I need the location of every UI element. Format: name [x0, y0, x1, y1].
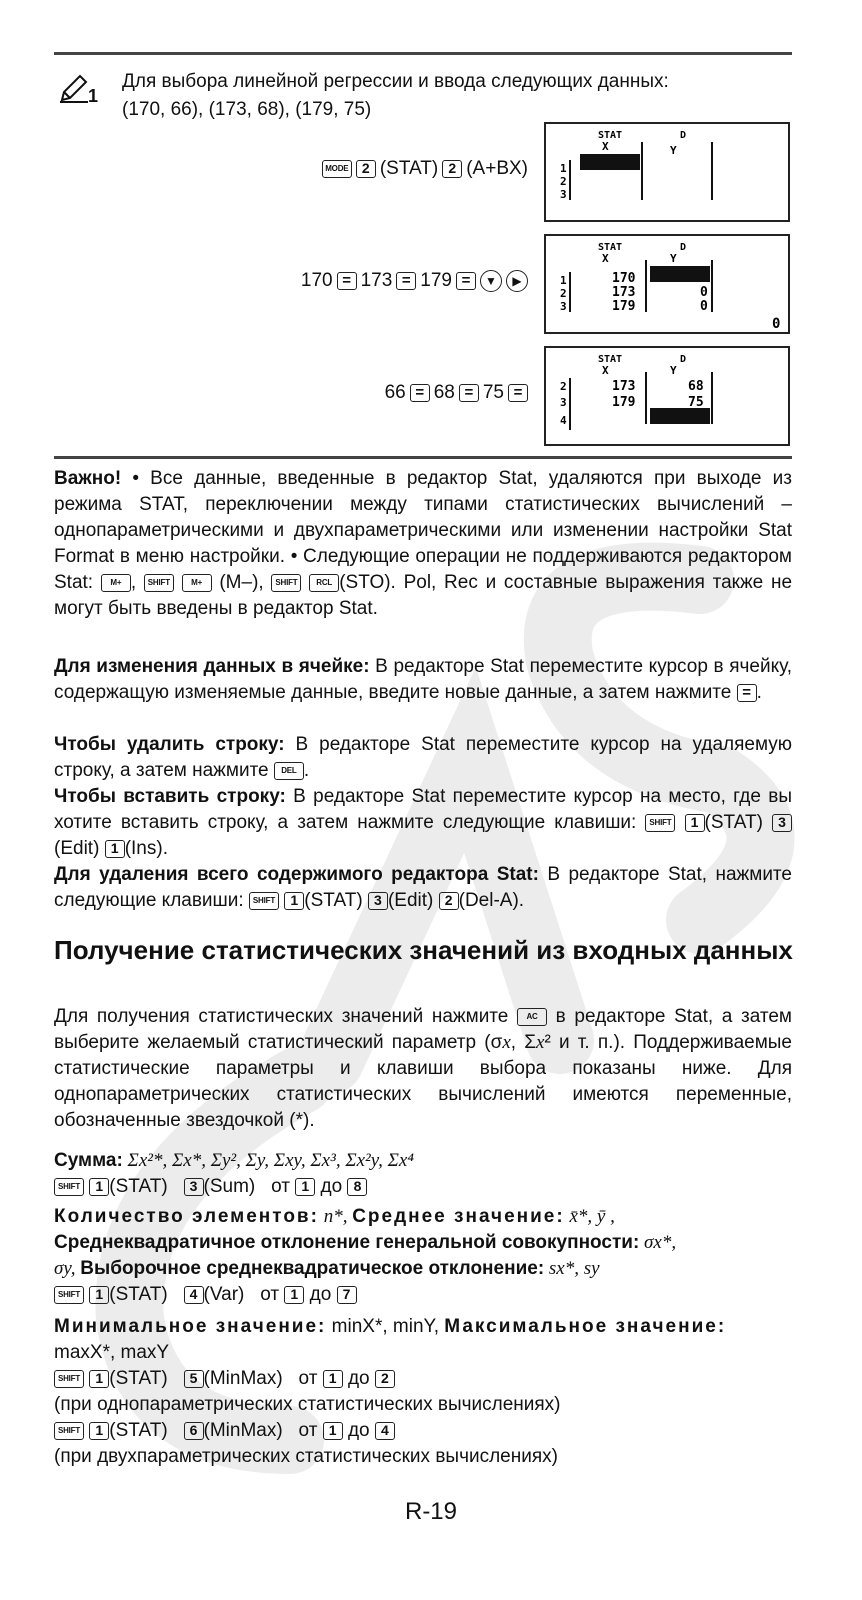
example-description — [122, 68, 669, 124]
lcd-1-col-y: Y — [670, 144, 677, 157]
step-3-value-2: 68 — [433, 382, 455, 403]
lcd-1-indicator: D — [680, 130, 687, 141]
lcd-3-row-3: 3 — [560, 396, 567, 409]
key-4: 4 — [375, 1422, 395, 1440]
key-1: 1 — [89, 1370, 109, 1388]
sample-std-label: Выборочное среднеквадратическое отклонение: — [80, 1258, 545, 1279]
minmax-from: от — [298, 1420, 318, 1441]
top-rule — [54, 52, 792, 55]
max-label: Максимальное значение: — [444, 1316, 727, 1337]
shift-key: SHIFT — [54, 1370, 84, 1388]
sum-keys — [54, 1174, 367, 1200]
insert-row-edit: (Edit) — [54, 838, 100, 859]
delete-all-stat: (STAT) — [304, 890, 363, 911]
shift-key: SHIFT — [54, 1422, 84, 1440]
lcd-2-x-1: 170 — [612, 271, 636, 286]
delete-all-dela: (Del-A). — [458, 890, 525, 911]
delete-row-label: Чтобы удалить строку: — [54, 734, 285, 755]
equals-key: = — [396, 272, 416, 290]
insert-row-text: В редакторе Stat переместите курсор на место, где вы хотите вставить строку, а затем нажмите следующие клавиши: — [54, 786, 792, 833]
del-key: DEL — [274, 762, 304, 780]
count-v1: n*, — [318, 1206, 353, 1227]
section-title: Получение статистических значений из входных данных — [54, 935, 793, 965]
minmax-sub: (MinMax) — [203, 1420, 283, 1441]
lcd-1-row-2: 2 — [560, 175, 567, 188]
sum-sub: (Sum) — [203, 1176, 256, 1197]
key-7: 7 — [337, 1286, 357, 1304]
key-2b: 2 — [442, 160, 462, 178]
page-number: R-19 — [404, 1498, 458, 1525]
sum-from: от — [271, 1176, 290, 1197]
lcd-3-x-2: 179 — [612, 395, 636, 410]
lcd-2-row-2: 2 — [560, 287, 567, 300]
minmax-line-2 — [54, 1340, 169, 1366]
lcd-2-row-3: 3 — [560, 300, 567, 313]
pop-std-label: Среднеквадратичное отклонение генеральной совокупности: — [54, 1232, 640, 1253]
lcd-2-y-3: 0 — [700, 299, 708, 314]
key-5: 5 — [184, 1370, 204, 1388]
cursor-down-key-icon: ▼ — [480, 270, 502, 292]
delete-all-edit: (Edit) — [387, 890, 434, 911]
example-pencil-icon — [58, 74, 102, 106]
equals-key: = — [508, 384, 528, 402]
step-2-value-3: 179 — [420, 270, 452, 291]
shift-key: SHIFT — [271, 574, 301, 592]
step-1-text1: (STAT) — [379, 158, 439, 179]
important-text-b: , — [130, 572, 144, 593]
minmax-keys-2 — [54, 1418, 395, 1444]
key-1: 1 — [323, 1422, 343, 1440]
lcd-3-row-4: 4 — [560, 414, 567, 427]
key-1: 1 — [89, 1286, 109, 1304]
sum-line — [54, 1148, 414, 1174]
key-3: 3 — [772, 814, 792, 832]
step-2-value-2: 173 — [360, 270, 393, 291]
sum-to: до — [320, 1176, 343, 1197]
count-keys — [54, 1282, 357, 1308]
mean-label: Среднее значение: — [352, 1206, 565, 1227]
count-label: Количество элементов: — [54, 1206, 319, 1227]
equals-key: = — [737, 684, 757, 702]
equals-key: = — [337, 272, 357, 290]
key-1: 1 — [284, 892, 304, 910]
ac-key: AC — [517, 1008, 547, 1026]
min-vars: minX*, minY, — [326, 1316, 445, 1337]
mplus-key: M+ — [182, 574, 212, 592]
intro-text-d: , Σ — [510, 1032, 536, 1053]
lcd-2-indicator: D — [680, 242, 687, 253]
key-6: 6 — [184, 1422, 204, 1440]
lcd-screen-3 — [544, 346, 790, 446]
equals-key: = — [456, 272, 476, 290]
step-3-value-3: 75 — [482, 382, 504, 403]
lcd-screen-1 — [544, 122, 790, 222]
insert-row-ins: (Ins). — [124, 838, 168, 859]
sum-vars: Σx²*, Σx*, Σy², Σy, Σxy, Σx³, Σx²y, Σx⁴ — [122, 1150, 414, 1171]
lcd-3-col-x: X — [602, 364, 609, 377]
lcd-2-header: STAT — [598, 242, 623, 253]
lcd-2-x-2: 173 — [612, 285, 636, 300]
key-1: 1 — [323, 1370, 343, 1388]
key-1: 1 — [685, 814, 705, 832]
lcd-2-y-2: 0 — [700, 285, 708, 300]
min-label: Минимальное значение: — [54, 1316, 327, 1337]
delete-row-note: Чтобы удалить строку: В редакторе Stat переместите курсор на удаляемую строку, а затем нажмите DEL . — [54, 734, 792, 781]
shift-key: SHIFT — [54, 1178, 84, 1196]
insert-row-note — [54, 784, 792, 862]
minmax-note-1: (при однопараметрических статистических вычислениях) — [54, 1394, 561, 1415]
rcl-key: RCL — [309, 574, 339, 592]
minmax-to: до — [347, 1368, 370, 1389]
key-2: 2 — [356, 160, 376, 178]
lcd-3-indicator: D — [680, 354, 687, 365]
key-2: 2 — [439, 892, 459, 910]
shift-key: SHIFT — [54, 1286, 84, 1304]
count-stat: (STAT) — [109, 1284, 168, 1305]
intro-text-a: Для получения статистических значений нажмите — [54, 1006, 518, 1027]
step-2-value-1: 170 — [300, 270, 333, 291]
mode-key: MODE — [322, 160, 352, 178]
shift-key: SHIFT — [144, 574, 174, 592]
important-label: Важно! — [54, 468, 122, 489]
lcd-3-row-2: 2 — [560, 380, 567, 393]
key-3: 3 — [368, 892, 388, 910]
lcd-2-x-3: 179 — [612, 299, 636, 314]
minmax-stat: (STAT) — [109, 1420, 168, 1441]
minmax-note-2: (при двухпараметрических статистических вычислениях) — [54, 1446, 558, 1467]
step-1-keys — [322, 154, 528, 184]
count-line-1 — [54, 1204, 615, 1230]
key-3: 3 — [184, 1178, 204, 1196]
lcd-1-row-3: 3 — [560, 188, 567, 201]
intro-text-e: x — [536, 1032, 545, 1053]
minmax-sub: (MinMax) — [203, 1368, 283, 1389]
max-vars: maxX*, maxY — [54, 1342, 170, 1363]
edit-cell-label: Для изменения данных в ячейке: — [54, 656, 370, 677]
key-2: 2 — [375, 1370, 395, 1388]
step-2-keys — [301, 266, 528, 296]
lcd-2-col-x: X — [602, 252, 609, 265]
intro-text-b: в редакторе Stat, а затем выберите желаемый статистический параметр (σ — [54, 1006, 792, 1053]
key-4: 4 — [184, 1286, 204, 1304]
key-1: 1 — [295, 1178, 315, 1196]
key-1: 1 — [89, 1178, 109, 1196]
minmax-line-1 — [54, 1314, 726, 1340]
count-line-3 — [54, 1256, 600, 1282]
key-8: 8 — [347, 1178, 367, 1196]
count-line-2 — [54, 1230, 676, 1256]
count-from: от — [260, 1284, 280, 1305]
lcd-2-col-y: Y — [670, 252, 677, 265]
step-1-text2: (A+BX) — [466, 158, 528, 179]
important-text-c: (M–), — [219, 572, 272, 593]
mplus-key: M+ — [101, 574, 131, 592]
shift-key: SHIFT — [645, 814, 675, 832]
key-1: 1 — [105, 840, 125, 858]
equals-key: = — [410, 384, 430, 402]
delete-all-note — [54, 862, 792, 914]
example-number: 1 — [88, 86, 99, 106]
lcd-2-value: 0 — [772, 316, 781, 332]
important-note — [54, 466, 792, 622]
sample-std-vars: sx*, sy — [544, 1258, 600, 1279]
lcd-3-y-1: 68 — [688, 379, 704, 394]
edit-cell-text: В редакторе Stat переместите курсор в ячейку, содержащую изменяемые данные, введите новые данные, а затем нажмите — [54, 656, 793, 703]
lcd-3-x-1: 173 — [612, 379, 636, 394]
intro-text-f: ² и т. п.). Поддерживаемые статистические параметры и клавиши выбора показаны ниже. Для однопараметрических статистических вычислений имеются переменные, обозначенные звездочкой (*). — [54, 1032, 792, 1131]
lcd-1-row-1: 1 — [560, 162, 567, 175]
edit-cell-note: Для изменения данных в ячейке: В редакторе Stat переместите курсор в ячейку, содержащую изменяемые данные, введите новые данные, а затем нажмите = . — [54, 656, 793, 703]
delete-all-text: В редакторе Stat, нажмите следующие клавиши: — [54, 864, 792, 911]
minmax-to: до — [347, 1420, 370, 1441]
lcd-2-row-1: 1 — [560, 274, 567, 287]
lcd-1-header: STAT — [598, 130, 623, 141]
mean-vars: x̄*, ȳ , — [564, 1206, 615, 1227]
count-sub: (Var) — [203, 1284, 245, 1305]
step-3-keys — [385, 378, 528, 408]
key-1: 1 — [284, 1286, 304, 1304]
pop-std-var: σx*, — [639, 1232, 677, 1253]
pop-std-y: σy, — [54, 1258, 81, 1279]
count-to: до — [309, 1284, 332, 1305]
delete-all-label: Для удаления всего содержимого редактора Stat: — [54, 864, 539, 885]
lcd-3-header: STAT — [598, 354, 623, 365]
important-text-a: • Все данные, введенные в редактор Stat, удаляются при выходе из режима STAT, переключении между типами статистических вычислений – однопараметрическими и двухпараметрическими или изменении настройки Stat Format в меню настройки. • Следующие операции не поддерживаются редактором Stat: — [54, 468, 792, 593]
example-line-1: Для выбора линейной регрессии и ввода следующих данных: — [122, 71, 669, 92]
lcd-3-y-2: 75 — [688, 395, 704, 410]
minmax-keys-1 — [54, 1366, 395, 1392]
shift-key: SHIFT — [249, 892, 279, 910]
lcd-1-col-x: X — [602, 140, 609, 153]
lcd-3-col-y: Y — [670, 364, 677, 377]
sum-label: Сумма: — [54, 1150, 123, 1171]
minmax-from: от — [298, 1368, 318, 1389]
minmax-stat: (STAT) — [109, 1368, 168, 1389]
equals-key: = — [459, 384, 479, 402]
key-1: 1 — [89, 1422, 109, 1440]
insert-row-label: Чтобы вставить строку: — [54, 786, 286, 807]
delete-row-text: В редакторе Stat переместите курсор на удаляемую строку, а затем нажмите — [54, 734, 792, 781]
important-text-d: (STO). Pol, Rec и составные выражения также не могут быть введены в редактор Stat. — [54, 572, 793, 619]
insert-row-stat: (STAT) — [704, 812, 763, 833]
lcd-screen-2 — [544, 234, 790, 334]
example-line-2: (170, 66), (173, 68), (179, 75) — [122, 99, 372, 120]
middle-rule — [54, 456, 792, 459]
sum-stat: (STAT) — [109, 1176, 168, 1197]
cursor-right-key-icon: ▶ — [506, 270, 528, 292]
intro-text-c: x — [502, 1032, 511, 1053]
section-intro — [54, 1004, 792, 1134]
step-3-value-1: 66 — [384, 382, 406, 403]
